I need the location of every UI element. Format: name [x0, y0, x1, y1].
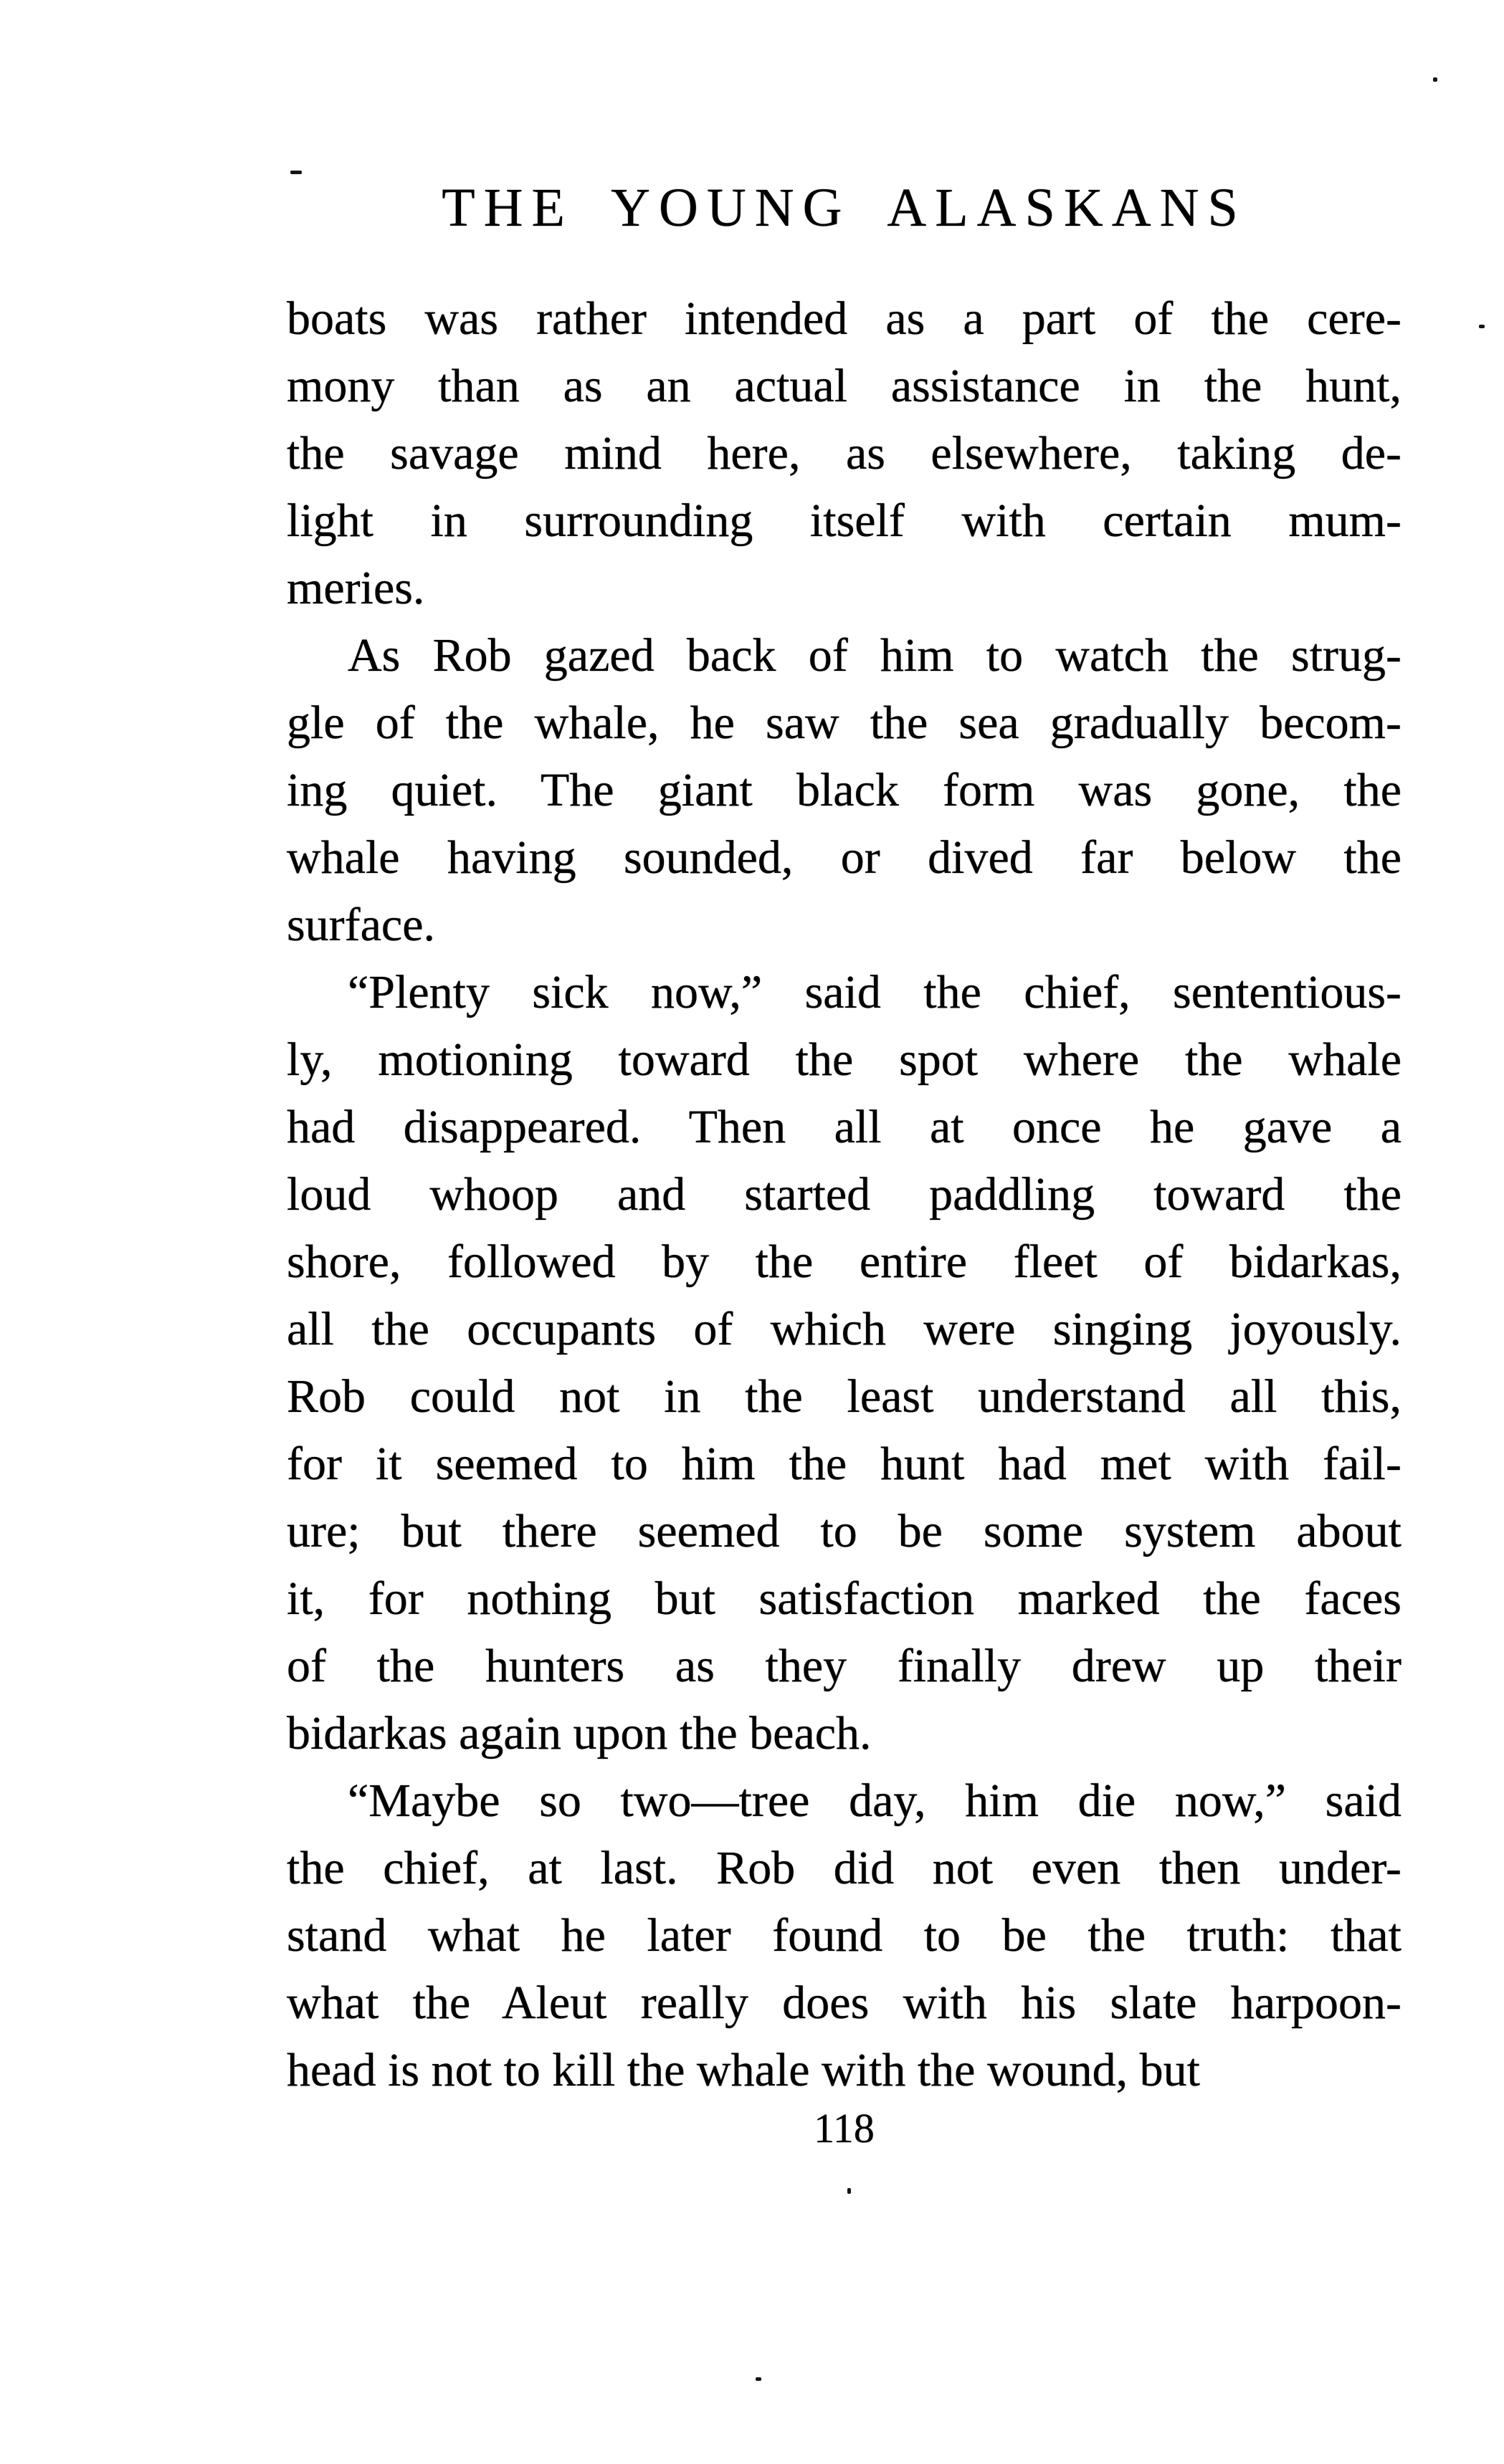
paragraph	[287, 285, 1401, 622]
text-line: had disappeared. Then all at once he gave a	[287, 1101, 1401, 1153]
text-line: shore, followed by the entire fleet of bidarkas,	[287, 1236, 1401, 1288]
paragraph	[287, 1767, 1401, 2104]
text-line: surface.	[287, 899, 436, 951]
text-line: what the Aleut really does with his slate harpoon-	[287, 1977, 1401, 2029]
paragraph	[287, 622, 1401, 959]
text-line: whale having sounded, or dived far below the	[287, 831, 1401, 884]
text-line: “Plenty sick now,” said the chief, sententious-	[348, 966, 1401, 1018]
text-line: all the occupants of which were singing joyously.	[287, 1303, 1401, 1355]
page-number: 118	[814, 2105, 875, 2152]
text-line: loud whoop and started paddling toward the	[287, 1168, 1401, 1221]
text-line: for it seemed to him the hunt had met with fail-	[287, 1438, 1401, 1490]
text-line: ure; but there seemed to be some system about	[287, 1505, 1401, 1557]
paragraph	[287, 959, 1401, 1767]
text-line: ly, motioning toward the spot where the whale	[287, 1033, 1401, 1086]
text-line: Rob could not in the least understand all this,	[287, 1370, 1401, 1423]
page-header: THE YOUNG ALASKANS	[442, 178, 1247, 238]
text-line: “Maybe so two—tree day, him die now,” said	[348, 1775, 1401, 1827]
text-line: the savage mind here, as elsewhere, taking de-	[287, 427, 1401, 479]
text-line: stand what he later found to be the truth: that	[287, 1909, 1401, 1962]
scan-speck	[290, 171, 302, 174]
scan-speck	[847, 2188, 851, 2194]
page-body	[287, 285, 1401, 2104]
text-line: boats was rather intended as a part of the cere-	[287, 292, 1401, 345]
text-line: gle of the whale, he saw the sea gradually becom-	[287, 697, 1401, 749]
text-line: bidarkas again upon the beach.	[287, 1707, 872, 1759]
scan-speck	[1433, 77, 1437, 82]
text-line: mony than as an actual assistance in the hunt,	[287, 360, 1401, 412]
text-line: ing quiet. The giant black form was gone, the	[287, 764, 1401, 816]
text-line: head is not to kill the whale with the wound, but	[287, 2044, 1200, 2096]
text-line: of the hunters as they finally drew up their	[287, 1640, 1401, 1692]
text-line: meries.	[287, 562, 425, 614]
text-line: light in surrounding itself with certain mum-	[287, 495, 1401, 547]
text-line: it, for nothing but satisfaction marked the faces	[287, 1572, 1401, 1625]
scan-speck	[756, 2377, 761, 2381]
scan-speck	[1479, 325, 1485, 328]
text-line: the chief, at last. Rob did not even then under-	[287, 1842, 1401, 1894]
text-line: As Rob gazed back of him to watch the strug-	[348, 629, 1401, 682]
